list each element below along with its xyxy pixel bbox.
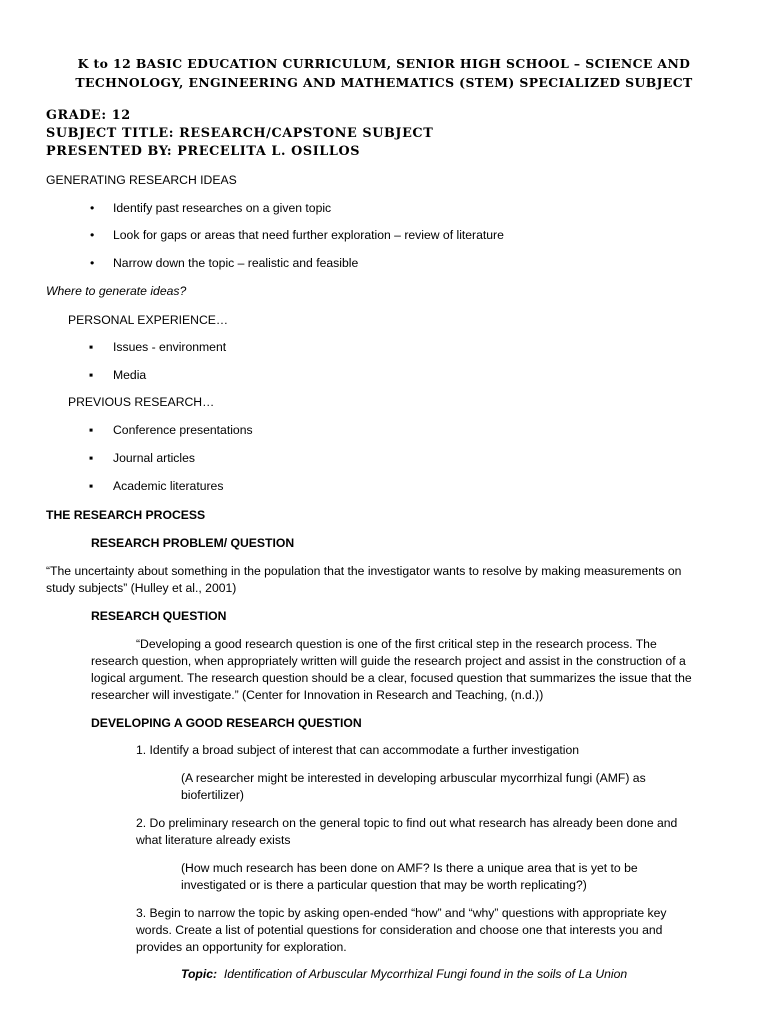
title-line-2: TECHNOLOGY, ENGINEERING AND MATHEMATICS (STEM) SPECIALIZED SUBJECT [75,75,693,90]
step-3-line-1: 3. Begin to narrow the topic by asking open-ended “how” and “why” questions with appropriate key [136,906,667,920]
square-bullet-glyph: ▪ [89,479,94,493]
square-bullet-glyph: ▪ [89,423,94,437]
square-bullet-glyph: ▪ [89,451,94,465]
list-item: Media [113,368,147,382]
bullet-glyph: • [90,228,95,242]
problem-quote-line-2: study subjects” (Hulley et al., 2001) [46,581,237,595]
subject-title-line: SUBJECT TITLE: RESEARCH/CAPSTONE SUBJECT [46,126,434,141]
topic-line [181,967,627,981]
step-3-line-3: provides an opportunity for exploration. [136,940,347,954]
question-quote-line-2: research question, when appropriately written will guide the research project and assist in the construction of a [91,654,686,668]
step-2-note-line-2: investigated or is there a particular question that may be worth replicating?) [181,878,587,892]
generating-heading: GENERATING RESEARCH IDEAS [46,173,237,187]
list-item: Issues - environment [113,340,227,354]
list-item: Journal articles [113,451,195,465]
question-quote-line-3: logical argument. The research question should be a clear, focused question that summarizes the issue that the [91,671,692,685]
list-item: Look for gaps or areas that need further exploration – review of literature [113,228,504,242]
square-bullet-glyph: ▪ [89,368,94,382]
square-bullet-glyph: ▪ [89,340,94,354]
step-1-note-line-1: (A researcher might be interested in developing arbuscular mycorrhizal fungi (AMF) as [181,771,646,785]
list-item: Identify past researches on a given topic [113,201,332,215]
research-question-heading: RESEARCH QUESTION [91,609,227,623]
topic-label: Topic: [181,967,218,981]
ideas-question: Where to generate ideas? [46,284,187,298]
previous-research-heading: PREVIOUS RESEARCH… [68,395,215,409]
presenter-line: PRESENTED BY: PRECELITA L. OSILLOS [46,144,361,159]
step-1: 1. Identify a broad subject of interest that can accommodate a further investigation [136,743,580,757]
problem-quote-line-1: “The uncertainty about something in the population that the investigator wants to resolve by making measurements on [46,564,682,578]
topic-text: Identification of Arbuscular Mycorrhizal Fungi found in the soils of La Union [223,967,628,981]
step-2-line-1: 2. Do preliminary research on the general topic to find out what research has already been done and [136,816,678,830]
personal-experience-heading: PERSONAL EXPERIENCE… [68,313,229,327]
step-1-note-line-2: biofertilizer) [181,788,244,802]
step-2-line-2: what literature already exists [136,833,291,847]
grade-line: GRADE: 12 [46,108,131,123]
title-line-1: K to 12 BASIC EDUCATION CURRICULUM, SENIOR HIGH SCHOOL – SCIENCE AND [77,56,691,71]
question-quote-line-4: researcher will investigate.” (Center for Innovation in Research and Teaching, (n.d.)) [91,688,544,702]
list-item: Narrow down the topic – realistic and feasible [113,256,359,270]
list-item: Academic literatures [113,479,224,493]
research-process-heading: THE RESEARCH PROCESS [46,508,206,522]
question-quote-line-1: “Developing a good research question is one of the first critical step in the research process. The [136,637,657,651]
bullet-glyph: • [90,201,95,215]
step-2-note-line-1: (How much research has been done on AMF? Is there a unique area that is yet to be [181,861,638,875]
developing-heading: DEVELOPING A GOOD RESEARCH QUESTION [91,716,362,730]
research-problem-heading: RESEARCH PROBLEM/ QUESTION [91,536,295,550]
step-3-line-2: words. Create a list of potential questions for consideration and choose one that interests you and [136,923,663,937]
document-title [30,54,738,92]
list-item: Conference presentations [113,423,253,437]
bullet-glyph: • [90,256,95,270]
